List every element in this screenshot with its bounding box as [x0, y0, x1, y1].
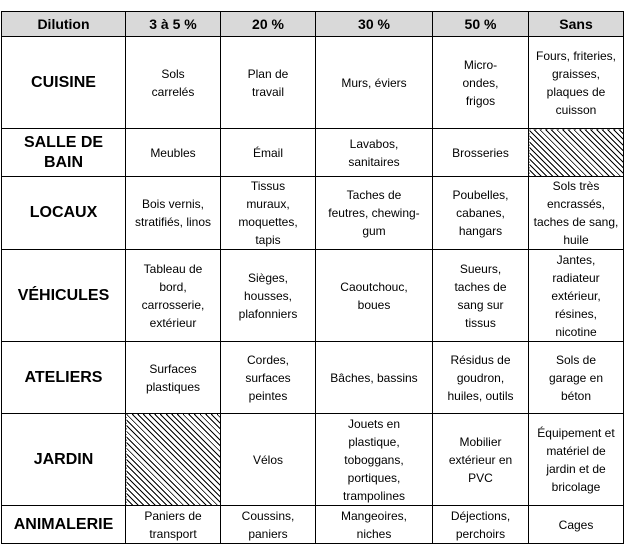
table-cell: Meubles — [126, 129, 221, 177]
table-cell: Coussins, paniers — [221, 506, 316, 544]
table-row — [2, 342, 624, 414]
table-cell: Résidus de goudron, huiles, outils — [433, 342, 529, 414]
row-head-animalerie: ANIMALERIE — [2, 506, 126, 544]
table-cell: Lavabos, sanitaires — [316, 129, 433, 177]
table-cell: Vélos — [221, 414, 316, 506]
table-cell: Paniers de transport — [126, 506, 221, 544]
row-head-salle-de-bain: SALLE DE BAIN — [2, 129, 126, 177]
header-30-percent: 30 % — [316, 12, 433, 37]
table-cell: Caoutchouc, boues — [316, 250, 433, 342]
table-cell: Déjections, perchoirs — [433, 506, 529, 544]
table-cell: Sueurs, taches de sang sur tissus — [433, 250, 529, 342]
table-cell: Poubelles, cabanes, hangars — [433, 177, 529, 250]
header-row — [2, 12, 624, 37]
table-cell: Bâches, bassins — [316, 342, 433, 414]
table-cell: Jantes, radiateur extérieur, résines, nicotine — [529, 250, 624, 342]
table-cell: Plan de travail — [221, 37, 316, 129]
table-row — [2, 414, 624, 506]
table-cell: Mobilier extérieur en PVC — [433, 414, 529, 506]
table-cell: Sols très encrassés, taches de sang, huile — [529, 177, 624, 250]
row-head-cuisine: CUISINE — [2, 37, 126, 129]
header-sans: Sans — [529, 12, 624, 37]
table-cell: Murs, éviers — [316, 37, 433, 129]
dilution-table — [1, 11, 624, 544]
header-3-5-percent: 3 à 5 % — [126, 12, 221, 37]
row-head-jardin: JARDIN — [2, 414, 126, 506]
table-cell: Brosseries — [433, 129, 529, 177]
table-cell: Surfaces plastiques — [126, 342, 221, 414]
table-row — [2, 506, 624, 544]
hatched-cell — [126, 414, 221, 506]
table-cell: Tissus muraux, moquettes, tapis — [221, 177, 316, 250]
table-cell: Émail — [221, 129, 316, 177]
table-cell: Bois vernis, stratifiés, linos — [126, 177, 221, 250]
table-row — [2, 250, 624, 342]
table-cell: Tableau de bord, carrosserie, extérieur — [126, 250, 221, 342]
table-cell: Sièges, housses, plafonniers — [221, 250, 316, 342]
table-cell: Cages — [529, 506, 624, 544]
row-head-vehicules: VÉHICULES — [2, 250, 126, 342]
header-dilution: Dilution — [2, 12, 126, 37]
table-row — [2, 129, 624, 177]
row-head-ateliers: ATELIERS — [2, 342, 126, 414]
table-cell: Micro-ondes, frigos — [433, 37, 529, 129]
table-row — [2, 37, 624, 129]
table-cell: Équipement et matériel de jardin et de bricolage — [529, 414, 624, 506]
table-cell: Fours, friteries, graisses, plaques de cuisson — [529, 37, 624, 129]
header-20-percent: 20 % — [221, 12, 316, 37]
table-cell: Sols carrelés — [126, 37, 221, 129]
hatched-cell — [529, 129, 624, 177]
table-cell: Mangeoires, niches — [316, 506, 433, 544]
table-cell: Cordes, surfaces peintes — [221, 342, 316, 414]
header-50-percent: 50 % — [433, 12, 529, 37]
table-cell: Sols de garage en béton — [529, 342, 624, 414]
table-cell: Jouets en plastique, toboggans, portiques, trampolines — [316, 414, 433, 506]
table-cell: Taches de feutres, chewing-gum — [316, 177, 433, 250]
table-row — [2, 177, 624, 250]
row-head-locaux: LOCAUX — [2, 177, 126, 250]
